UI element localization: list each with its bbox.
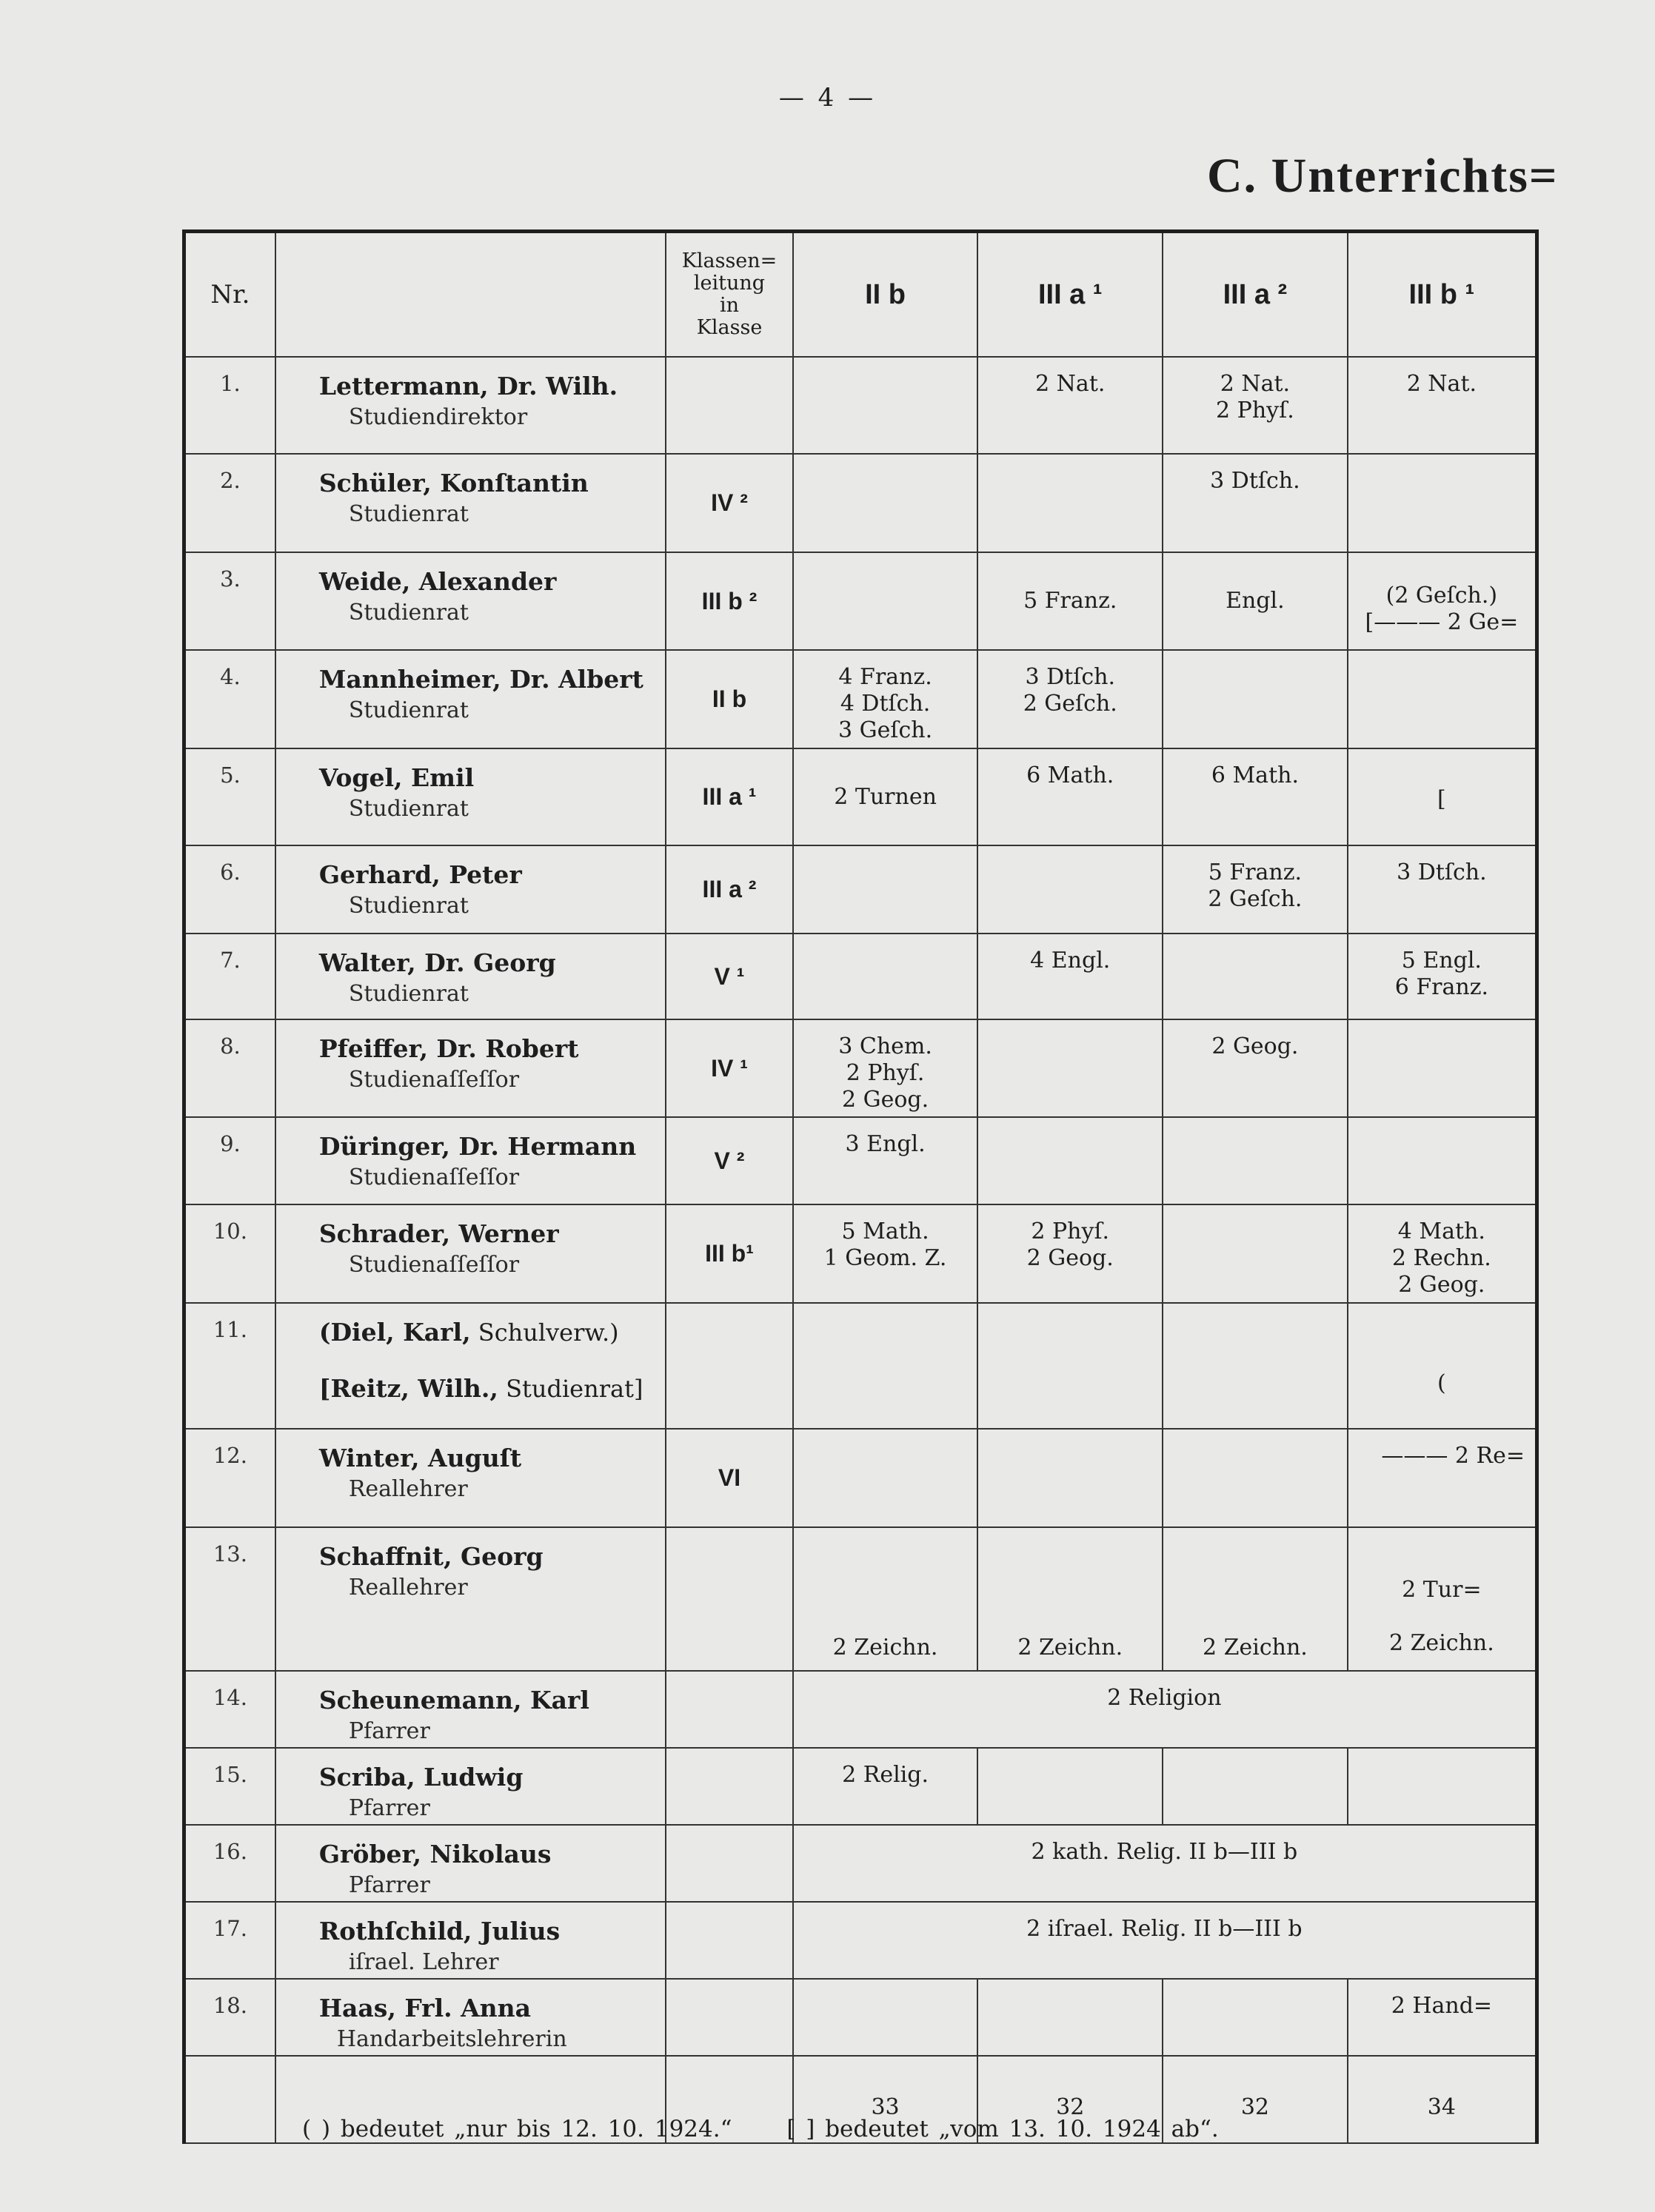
footnote-brackets: [ ] bedeutet „vom 13. 10. 1924 ab“. (786, 2116, 1219, 2142)
teacher-rank: Handarbeitslehrerin (336, 2026, 567, 2052)
lesson-cell: 3 Dtſch. (1348, 845, 1537, 934)
teacher-cell (275, 454, 666, 552)
lesson-cell: 2 Zeichn. (1163, 1527, 1348, 1671)
lesson-cell: 2 Nat. (977, 357, 1163, 454)
total-IIIa2: 32 (1163, 2056, 1348, 2143)
header-lead-line: in (719, 294, 740, 317)
lesson-cell (793, 1429, 978, 1527)
schedule-table-wrap (182, 229, 1539, 2120)
teacher-cell (275, 1902, 666, 1979)
lesson-span-cell: 2 iſrael. Relig. II b—III b (793, 1902, 1537, 1979)
lesson-cell: 2 Zeichn. (977, 1527, 1163, 1671)
row-number: 12. (184, 1429, 275, 1527)
lesson-cell (1163, 934, 1348, 1019)
row-number: 8. (184, 1019, 275, 1117)
lesson-cell: 4 Franz. 4 Dtſch. 3 Geſch. (793, 650, 978, 748)
lesson-cell (793, 845, 978, 934)
class-lead (666, 1303, 792, 1429)
teacher-rank: iſrael. Lehrer (348, 1949, 499, 1975)
table-row (184, 1429, 1537, 1527)
class-lead: V ¹ (666, 934, 792, 1019)
teacher-name: Rothſchild, Julius (318, 1917, 561, 1945)
table-row (184, 357, 1537, 454)
table-row (184, 934, 1537, 1019)
row-number: 18. (184, 1979, 275, 2056)
page-number: — 4 — (778, 83, 877, 113)
class-lead: III a ² (666, 845, 792, 934)
lesson-cell: (2 Geſch.) [——— 2 Ge= (1348, 552, 1537, 650)
lesson-cell (977, 845, 1163, 934)
lesson-cell: 4 Math. 2 Rechn. 2 Geog. (1348, 1204, 1537, 1303)
table-body (184, 357, 1537, 2056)
header-lead-line: leitung (693, 272, 766, 295)
lesson-cell (977, 454, 1163, 552)
teacher-rank: Studienrat (348, 697, 469, 723)
teacher-rank: Studiendirektor (348, 404, 528, 430)
lesson-cell (1163, 1204, 1348, 1303)
teacher-rank: Studienrat (348, 893, 469, 919)
teacher-rank: Pfarrer (348, 1718, 430, 1744)
teacher-rank: Studienaſſeſſor (348, 1252, 520, 1278)
teacher-cell (275, 1117, 666, 1204)
row-number: 1. (184, 357, 275, 454)
total-IIb: 33 (793, 2056, 978, 2143)
class-lead: IV ¹ (666, 1019, 792, 1117)
lesson-cell: 2 Phyſ. 2 Geog. (977, 1204, 1163, 1303)
lesson-cell: 3 Dtſch. 2 Geſch. (977, 650, 1163, 748)
row-number: 5. (184, 748, 275, 845)
row-number: 16. (184, 1825, 275, 1902)
teacher-rank: Pfarrer (348, 1795, 430, 1821)
teacher-name: Mannheimer, Dr. Albert (318, 665, 643, 694)
lesson-cell: Engl. (1163, 552, 1348, 650)
teacher-cell (275, 1204, 666, 1303)
table-row (184, 1825, 1537, 1902)
table-row (184, 650, 1537, 748)
lesson-cell: ——— 2 Re= (1348, 1429, 1537, 1527)
table-row (184, 1204, 1537, 1303)
footnote-parentheses: ( ) bedeutet „nur bis 12. 10. 1924.“ (302, 2116, 732, 2142)
table-row (184, 1671, 1537, 1748)
row-number: 14. (184, 1671, 275, 1748)
class-lead: V ² (666, 1117, 792, 1204)
class-lead: IV ² (666, 454, 792, 552)
teacher-name: Scriba, Ludwig (318, 1763, 524, 1792)
lesson-cell: 3 Engl. (793, 1117, 978, 1204)
lesson-span-cell: 2 kath. Relig. II b—III b (793, 1825, 1537, 1902)
teacher-rank: Studienrat (348, 981, 469, 1007)
teacher-rank: Studienrat (348, 600, 469, 626)
lesson-cell: 5 Math. 1 Geom. Z. (793, 1204, 978, 1303)
total-IIIa1: 32 (977, 2056, 1163, 2143)
total-IIIb1: 34 (1348, 2056, 1537, 2143)
row-number: 3. (184, 552, 275, 650)
row-number: 4. (184, 650, 275, 748)
class-lead (666, 1979, 792, 2056)
class-lead: VI (666, 1429, 792, 1527)
header-nr: Nr. (184, 232, 275, 358)
class-lead (666, 1748, 792, 1825)
teacher-name: Weide, Alexander (318, 567, 557, 596)
teacher-cell (275, 845, 666, 934)
table-row (184, 552, 1537, 650)
class-lead (666, 1902, 792, 1979)
lesson-span-cell: 2 Religion (793, 1671, 1537, 1748)
table-row (184, 748, 1537, 845)
teacher-name: Schaffnit, Georg (318, 1542, 544, 1571)
teacher-cell (275, 1019, 666, 1117)
lesson-cell (977, 1019, 1163, 1117)
row-number: 6. (184, 845, 275, 934)
teacher-name: Winter, Auguſt (318, 1444, 522, 1472)
lesson-cell: 2 Tur= 2 Zeichn. (1348, 1527, 1537, 1671)
teacher-cell (275, 650, 666, 748)
teacher-rank: Studienaſſeſſor (348, 1067, 520, 1093)
teacher-name: Haas, Frl. Anna (318, 1994, 532, 2022)
footnote (302, 2116, 1263, 2142)
lesson-cell (793, 934, 978, 1019)
lesson-cell (977, 1748, 1163, 1825)
teacher-rank: Reallehrer (348, 1575, 468, 1601)
lesson-cell: [ (1348, 748, 1537, 845)
teacher-rank: Pfarrer (348, 1872, 430, 1898)
lesson-cell (1348, 650, 1537, 748)
lesson-cell (1163, 1748, 1348, 1825)
teacher-cell (275, 1671, 666, 1748)
lesson-cell: 2 Nat. (1348, 357, 1537, 454)
lesson-cell: 3 Dtſch. (1163, 454, 1348, 552)
lesson-cell (977, 1117, 1163, 1204)
header-class-IIb: II b (793, 232, 978, 358)
lesson-cell (1163, 1117, 1348, 1204)
row-number: 17. (184, 1902, 275, 1979)
lesson-cell: 3 Chem. 2 Phyſ. 2 Geog. (793, 1019, 978, 1117)
row-number: 2. (184, 454, 275, 552)
row-number: 7. (184, 934, 275, 1019)
teacher-name: Pfeiffer, Dr. Robert (318, 1034, 579, 1063)
table-row (184, 454, 1537, 552)
teacher-cell (275, 1527, 666, 1671)
lesson-cell: 2 Turnen (793, 748, 978, 845)
teacher-cell (275, 1825, 666, 1902)
lesson-cell (1163, 650, 1348, 748)
lesson-cell (1348, 1748, 1537, 1825)
lesson-cell (977, 1979, 1163, 2056)
lesson-cell (1348, 1019, 1537, 1117)
table-row (184, 1527, 1537, 1671)
teacher-name-suffix: Schulverw.) (478, 1318, 619, 1347)
lesson-cell (793, 1979, 978, 2056)
lesson-cell (793, 552, 978, 650)
lesson-cell (1163, 1979, 1348, 2056)
lesson-cell: 4 Engl. (977, 934, 1163, 1019)
teacher-cell (275, 357, 666, 454)
lesson-cell (793, 1303, 978, 1429)
row-number: 15. (184, 1748, 275, 1825)
lesson-cell (793, 454, 978, 552)
table-row (184, 845, 1537, 934)
class-lead: II b (666, 650, 792, 748)
lesson-cell (793, 357, 978, 454)
teacher-cell (275, 552, 666, 650)
teacher-name: Gröber, Nikolaus (318, 1840, 552, 1869)
header-row (184, 232, 1537, 358)
table-row (184, 1902, 1537, 1979)
teacher-cell (275, 1979, 666, 2056)
lesson-cell (1348, 1117, 1537, 1204)
header-lead-line: Klasse (696, 316, 763, 339)
row-number: 9. (184, 1117, 275, 1204)
lesson-cell (1348, 454, 1537, 552)
lesson-cell: 2 Hand= (1348, 1979, 1537, 2056)
teacher-name-suffix: Studienrat] (506, 1375, 643, 1403)
lesson-cell: 5 Franz. (977, 552, 1163, 650)
teacher-rank: Studienaſſeſſor (348, 1164, 520, 1190)
header-lead-line: Klassen= (681, 249, 778, 272)
lesson-cell: 2 Geog. (1163, 1019, 1348, 1117)
lesson-cell: 2 Relig. (793, 1748, 978, 1825)
lesson-cell (977, 1303, 1163, 1429)
teacher-name: Lettermann, Dr. Wilh. (318, 372, 618, 400)
table-row (184, 1019, 1537, 1117)
teacher-name: Schrader, Werner (318, 1219, 559, 1248)
teacher-rank: Studienrat (348, 501, 469, 527)
table-row (184, 1979, 1537, 2056)
lesson-cell: 5 Engl. 6 Franz. (1348, 934, 1537, 1019)
teacher-name: Düringer, Dr. Hermann (318, 1132, 637, 1161)
teacher-cell (275, 748, 666, 845)
teacher-name: (Diel, Karl, (318, 1318, 471, 1347)
teacher-cell (275, 1429, 666, 1527)
table-row (184, 1748, 1537, 1825)
teacher-name: Scheunemann, Karl (318, 1686, 589, 1715)
teacher-rank: Studienrat (348, 796, 469, 822)
teacher-name: [Reitz, Wilh., (318, 1374, 498, 1403)
class-lead: III b ² (666, 552, 792, 650)
class-lead (666, 1527, 792, 1671)
teacher-name: Gerhard, Peter (318, 860, 522, 889)
lesson-cell: 5 Franz. 2 Geſch. (1163, 845, 1348, 934)
class-lead (666, 1825, 792, 1902)
teacher-name: Schüler, Konſtantin (318, 469, 589, 497)
class-lead (666, 357, 792, 454)
teacher-cell (275, 1303, 666, 1429)
lesson-cell: 6 Math. (1163, 748, 1348, 845)
lesson-cell (1163, 1429, 1348, 1527)
row-number: 11. (184, 1303, 275, 1429)
class-lead: III b¹ (666, 1204, 792, 1303)
teacher-cell (275, 1748, 666, 1825)
teacher-cell (275, 934, 666, 1019)
header-class-IIIa1: III a ¹ (977, 232, 1163, 358)
teacher-rank: Reallehrer (348, 1476, 468, 1502)
totals-empty (184, 2056, 275, 2143)
header-class-IIIa2: III a ² (1163, 232, 1348, 358)
class-lead (666, 1671, 792, 1748)
row-number: 10. (184, 1204, 275, 1303)
teacher-name: Walter, Dr. Georg (318, 948, 556, 977)
lesson-cell: ( (1348, 1303, 1537, 1429)
header-lead (666, 232, 792, 358)
schedule-table (182, 229, 1539, 2144)
lesson-cell (977, 1429, 1163, 1527)
row-number: 13. (184, 1527, 275, 1671)
table-row (184, 1117, 1537, 1204)
lesson-cell: 2 Nat. 2 Phyſ. (1163, 357, 1348, 454)
class-lead: III a ¹ (666, 748, 792, 845)
section-heading: C. Unterrichts= (1207, 149, 1559, 203)
lesson-cell: 2 Zeichn. (793, 1527, 978, 1671)
header-name (275, 232, 666, 358)
header-class-IIIb1: III b ¹ (1348, 232, 1537, 358)
lesson-cell (1163, 1303, 1348, 1429)
lesson-cell: 6 Math. (977, 748, 1163, 845)
table-row (184, 1303, 1537, 1429)
teacher-name: Vogel, Emil (318, 763, 475, 792)
